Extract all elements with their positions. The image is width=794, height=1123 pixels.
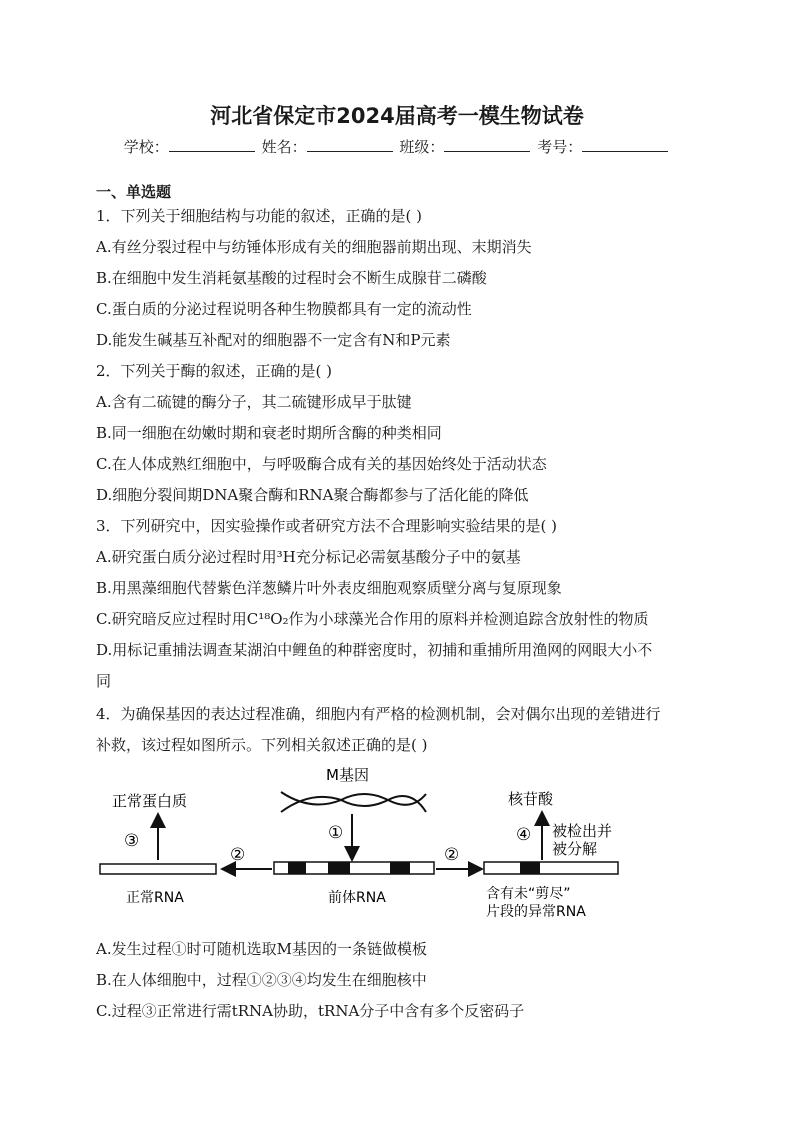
q2-option-c: C.在人体成熟红细胞中，与呼吸酶合成有关的基因始终处于活动状态: [96, 455, 547, 473]
name-label: 姓名：: [261, 138, 307, 156]
name-blank[interactable]: [307, 137, 393, 152]
question-2-stem: 2．下列关于酶的叙述，正确的是( ): [96, 362, 333, 380]
student-info-row: [0, 136, 794, 157]
pre-rna-label: 前体RNA: [328, 890, 386, 906]
question-3-stem: 3．下列研究中，因实验操作或者研究方法不合理影响实验结果的是( ): [96, 517, 558, 535]
question-1-stem: 1．下列关于细胞结构与功能的叙述，正确的是( ): [96, 207, 423, 225]
q1-option-d: D.能发生碱基互补配对的细胞器不一定含有N和P元素: [96, 331, 451, 349]
q4-option-a: A.发生过程①时可随机选取M基因的一条链做模板: [96, 940, 427, 958]
q2-option-a: A.含有二硫键的酶分子，其二硫键形成早于肽键: [96, 393, 412, 411]
q3-option-a: A.研究蛋白质分泌过程时用³H充分标记必需氨基酸分子中的氨基: [96, 548, 521, 566]
step-3-marker: ③: [124, 831, 140, 851]
class-blank[interactable]: [444, 137, 530, 152]
abnormal-rna-bar: [484, 862, 618, 874]
q2-option-d: D.细胞分裂间期DNA聚合酶和RNA聚合酶都参与了活化能的降低: [96, 486, 529, 504]
dna-helix-icon: [281, 792, 426, 812]
m-gene-label: M基因: [326, 766, 369, 784]
step-4-marker: ④: [516, 825, 532, 845]
q1-option-b: B.在细胞中发生消耗氨基酸的过程时会不断生成腺苷二磷酸: [96, 269, 487, 287]
abnormal-rna-label-line2: 片段的异常RNA: [486, 904, 586, 920]
detect-label-line2: 被分解: [552, 840, 598, 858]
step-2-left-marker: ②: [230, 845, 246, 865]
q4-option-c: C.过程③正常进行需tRNA协助，tRNA分子中含有多个反密码子: [96, 1002, 525, 1020]
step-1-marker: ①: [328, 823, 344, 843]
exam-number-label: 考号：: [537, 138, 583, 156]
q3-option-d: D.用标记重捕法调查某湖泊中鲤鱼的种群密度时，初捕和重捕所用渔网的网眼大小不: [96, 641, 653, 659]
exam-number-blank[interactable]: [582, 137, 668, 152]
pre-rna-bar: [274, 862, 434, 874]
normal-rna-label: 正常RNA: [126, 890, 184, 906]
normal-rna-bar: [100, 864, 216, 874]
exam-title: 河北省保定市2024届高考一模生物试卷: [210, 104, 584, 128]
school-blank[interactable]: [169, 137, 255, 152]
normal-protein-label: 正常蛋白质: [112, 792, 188, 810]
class-label: 班级：: [399, 138, 445, 156]
q3-option-c: C.研究暗反应过程时用C¹⁸O₂作为小球藻光合作用的原料并检测追踪含放射性的物质: [96, 610, 649, 628]
q2-option-b: B.同一细胞在幼嫩时期和衰老时期所含酶的种类相同: [96, 424, 442, 442]
nucleotide-label: 核苷酸: [508, 790, 554, 808]
q4-option-b: B.在人体细胞中，过程①②③④均发生在细胞核中: [96, 971, 427, 989]
q3-option-b: B.用黑藻细胞代替紫色洋葱鳞片叶外表皮细胞观察质壁分离与复原现象: [96, 579, 562, 597]
q3-option-d-continued: 同: [96, 672, 112, 690]
question-4-stem: 4．为确保基因的表达过程准确，细胞内有严格的检测机制，会对偶尔出现的差错进行: [96, 705, 661, 723]
q1-option-a: A.有丝分裂过程中与纺锤体形成有关的细胞器前期出现、末期消失: [96, 238, 532, 256]
question-4-stem-continued: 补救，该过程如图所示。下列相关叙述正确的是( ): [96, 736, 428, 754]
gene-expression-diagram: [96, 760, 736, 930]
abnormal-rna-label-line1: 含有未“剪尽”: [486, 886, 571, 902]
q1-option-c: C.蛋白质的分泌过程说明各种生物膜都具有一定的流动性: [96, 300, 472, 318]
detect-label-line1: 被检出并: [552, 822, 613, 840]
diagram-svg: [96, 760, 736, 930]
step-2-right-marker: ②: [444, 845, 460, 865]
school-label: 学校：: [123, 138, 169, 156]
section-heading: 一、单选题: [96, 183, 172, 201]
